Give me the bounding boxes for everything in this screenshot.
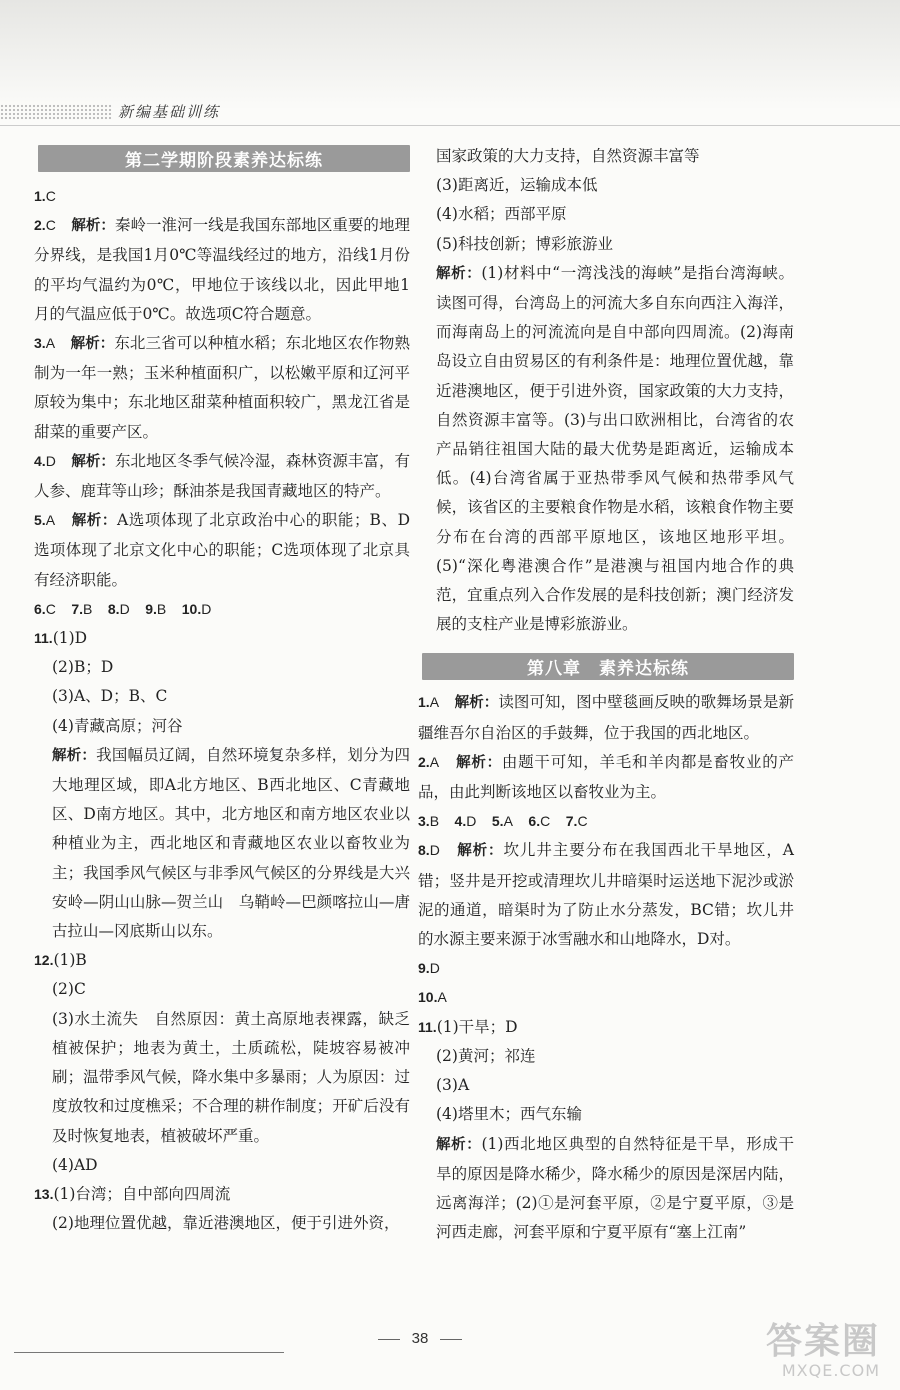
answer-item: [34, 211, 410, 329]
answer-choice: A: [437, 989, 447, 1006]
analysis-text: 读图可知，图中壁毯画反映的歌舞场景是新疆维吾尔自治区的手鼓舞，位于我国的西北地区。: [418, 693, 794, 742]
question-number: 2.: [418, 753, 430, 770]
analysis-text: (1)材料中“一湾浅浅的海峡”是指台湾海峡。读图可得，台湾岛上的河流大多自东向西注入海洋，而海南岛上的河流流向是自中部向四周流。(2)海南岛设立自由贸易区的有利条件是：地理位置优越，靠近港澳地区，便于引进外资，国家政策的大力支持，自然资源丰富等。(3)与出口欧洲相比，台湾省的农产品销往祖国大陆的最大优势是距离近，运输成本低。(4)台湾省属于亚热带季风气候和热带季风气候，该省区的主要粮食作物是水稻，该粮食作物主要分布在台湾的西部平原地区，该地区地形平坦。(5)“深化粤港澳合作”是港澳与祖国内地合作的典范，宜重点列入合作发展的是科技创新；澳门经济发展的支柱产业是博彩旅游业。: [436, 263, 795, 634]
answer-part: (1)干旱；D: [436, 1017, 518, 1036]
answer-choice: D: [45, 452, 56, 469]
answer-row: [34, 595, 410, 624]
question-number: 11.: [418, 1018, 437, 1035]
answer-item: [34, 506, 410, 595]
answer-part: (2)B；D: [52, 658, 114, 677]
watermark-logo-text: 答案圈: [765, 1321, 880, 1362]
question-number: 10.: [181, 600, 202, 617]
answer-part: (2)地理位置优越，靠近港澳地区，便于引进外资，: [52, 1214, 400, 1233]
answer-choice: B: [83, 600, 93, 617]
answer-item: [418, 836, 794, 954]
answer-part: (3)A、D；B、C: [52, 687, 168, 706]
answer-row: [418, 807, 794, 836]
answer-item: [34, 1180, 410, 1209]
analysis-text: 由题干可知，羊毛和羊肉都是畜牧业的产品，由此判断该地区以畜牧业为主。: [418, 752, 794, 802]
answer-choice: D: [466, 813, 477, 830]
answer-choice: D: [429, 960, 440, 977]
answer-item: [418, 954, 794, 983]
answer-choice: A: [429, 753, 440, 770]
answer-choice: D: [429, 842, 440, 859]
analysis-text: A选项体现了北京政治中心的职能；B、D选项体现了北京文化中心的职能；C选项体现了北京具有经济职能。: [34, 511, 410, 589]
question-number: 12.: [34, 952, 54, 969]
page-number-value: 38: [411, 1330, 429, 1347]
answer-part: 国家政策的大力支持，自然资源丰富等: [436, 147, 700, 165]
analysis-text: 坎儿井主要分布在我国西北干旱地区，A错；竖井是开挖或清理坎儿井暗渠时运送地下泥沙或淤泥的通道，暗渠时为了防止水分蒸发，BC错；坎儿井的水源主要来源于冰雪融水和山地降水，D对。: [418, 841, 794, 949]
header-dots: [0, 104, 112, 120]
section-banner: [422, 653, 794, 680]
answer-part: (4)水稻；西部平原: [436, 205, 567, 224]
header-title: 新编基础训练: [118, 103, 221, 121]
answer-item: [34, 624, 410, 653]
question-number: 10.: [418, 989, 438, 1006]
left-column: [34, 145, 410, 1238]
header-divider: [0, 125, 900, 126]
analysis-text: 秦岭一淮河一线是我国东部地区重要的地理分界线，是我国1月0℃等温线经过的地方，沿线1月份的平均气温约为0℃，甲地位于该线以北，因此甲地1月的气温应低于0℃。故选项C符合题意。: [34, 216, 410, 323]
analysis-label: 解析：: [52, 747, 97, 764]
question-number: 3.: [418, 813, 430, 830]
section-banner: [38, 145, 410, 172]
question-number: 5.: [491, 813, 504, 830]
answer-item: [418, 688, 794, 747]
question-number: 6.: [34, 600, 46, 617]
right-column: [418, 142, 794, 1247]
analysis-label: 解析：: [454, 695, 499, 712]
analysis-block: [418, 259, 794, 640]
answer-part: (4)AD: [52, 1155, 98, 1174]
question-number: 2.: [34, 217, 46, 234]
section-title: 第二学期阶段素养达标练: [125, 151, 323, 171]
answer-item: [418, 983, 794, 1012]
question-number: 8.: [418, 842, 430, 859]
question-number: 6.: [528, 813, 541, 830]
answer-item: [34, 946, 410, 975]
question-number: 8.: [107, 600, 120, 617]
page-number: [0, 1330, 840, 1347]
answer-item: [34, 329, 410, 447]
analysis-label: 解析：: [457, 843, 504, 860]
analysis-text: (1)西北地区典型的自然特征是干旱，形成干旱的原因是降水稀少，降水稀少的原因是深居内陆，远离海洋；(2)①是河套平原，②是宁夏平原，③是河西走廊，河套平原和宁夏平原有“塞上江南”: [436, 1134, 794, 1242]
analysis-label: 解析：: [456, 754, 502, 771]
top-shade: [0, 0, 900, 110]
analysis-label: 解析：: [436, 1136, 482, 1153]
analysis-text: 东北三省可以种植水稻；东北地区农作物熟制为一年一熟；玉米种植面积广，以松嫩平原和辽河平原较为集中；东北地区甜菜种植面积较广，黑龙江省是甜菜的重要产区。: [34, 334, 410, 441]
question-number: 11.: [34, 630, 53, 647]
question-number: 7.: [565, 813, 578, 830]
question-number: 4.: [34, 452, 46, 469]
page-number-dash: [378, 1339, 400, 1340]
answer-part: (3)水土流失 自然原因：黄土高原地表裸露，缺乏植被保护；地表为黄土，土质疏松，陡坡容易被冲刷；温带季风气候，降水集中多暴雨；人为原因：过度放牧和过度樵采；不合理的耕作制度；开矿后没有及时恢复地表，植被破坏严重。: [52, 1009, 410, 1145]
answer-choice: A: [45, 512, 56, 529]
answer-choice: A: [45, 335, 56, 352]
analysis-text: 东北地区冬季气候冷湿，森林资源丰富，有人参、鹿茸等山珍；酥油茶是我国青藏地区的特产。: [34, 451, 410, 501]
analysis-label: 解析：: [71, 218, 115, 235]
answer-choice: C: [577, 813, 588, 830]
analysis-label: 解析：: [71, 453, 115, 470]
analysis-label: 解析：: [70, 336, 115, 353]
answer-choice: B: [429, 813, 440, 830]
question-number: 1.: [418, 694, 430, 711]
question-number: 4.: [454, 813, 467, 830]
answer-item: [418, 1013, 794, 1042]
analysis-block: [34, 741, 410, 946]
analysis-block: [418, 1130, 794, 1248]
page-number-dash: [440, 1339, 462, 1340]
question-number: 5.: [34, 512, 46, 529]
answer-choice: B: [156, 600, 167, 617]
answer-part: (2)C: [52, 980, 86, 999]
analysis-text: 我国幅员辽阔，自然环境复杂多样，划分为四大地理区域，即A北方地区、B西北地区、C青藏地区、D南方地区。其中，北方地区和南方地区农业以种植业为主，西北地区和青藏地区农业以畜牧业为主；我国季风气候区与非季风气候区的分界线是大兴安岭—阴山山脉—贺兰山 乌鞘岭—巴颜喀拉山—唐古拉山—冈底斯山以东。: [52, 745, 410, 941]
answer-part: (4)塔里木；西气东输: [436, 1105, 582, 1124]
answer-part: (4)青藏高原；河谷: [52, 716, 183, 735]
question-number: 7.: [71, 600, 84, 617]
watermark: [730, 1322, 880, 1380]
answer-part: (1)台湾；自中部向四周流: [53, 1184, 231, 1203]
analysis-label: 解析：: [71, 513, 117, 530]
answer-part: (2)黄河；祁连: [436, 1046, 536, 1065]
answer-part: (3)A: [436, 1076, 470, 1095]
question-number: 3.: [34, 335, 46, 352]
question-number: 9.: [145, 600, 157, 617]
answer-choice: A: [429, 694, 440, 711]
answer-item: [34, 182, 410, 211]
answer-choice: C: [45, 600, 56, 617]
answer-choice: D: [119, 600, 130, 617]
answer-part: (5)科技创新；博彩旅游业: [436, 234, 613, 253]
answer-choice: C: [540, 813, 551, 830]
section-title: 第八章 素养达标练: [527, 659, 689, 680]
answer-choice: D: [201, 600, 212, 617]
analysis-label: 解析：: [436, 265, 482, 282]
answer-choice: C: [45, 217, 56, 234]
question-number: 9.: [418, 960, 430, 977]
answer-item: [418, 748, 794, 807]
question-number: 1.: [34, 188, 46, 204]
answer-choice: C: [45, 188, 56, 204]
footer-rule: [14, 1352, 284, 1353]
question-number: 13.: [34, 1185, 54, 1202]
answer-item: [34, 447, 410, 506]
answer-choice: A: [503, 813, 513, 830]
answer-part: (1)B: [53, 951, 87, 970]
answer-part: (1)D: [52, 629, 88, 648]
watermark-url: MXQE.COM: [781, 1361, 880, 1380]
answer-part: (3)距离近，运输成本低: [436, 176, 598, 195]
